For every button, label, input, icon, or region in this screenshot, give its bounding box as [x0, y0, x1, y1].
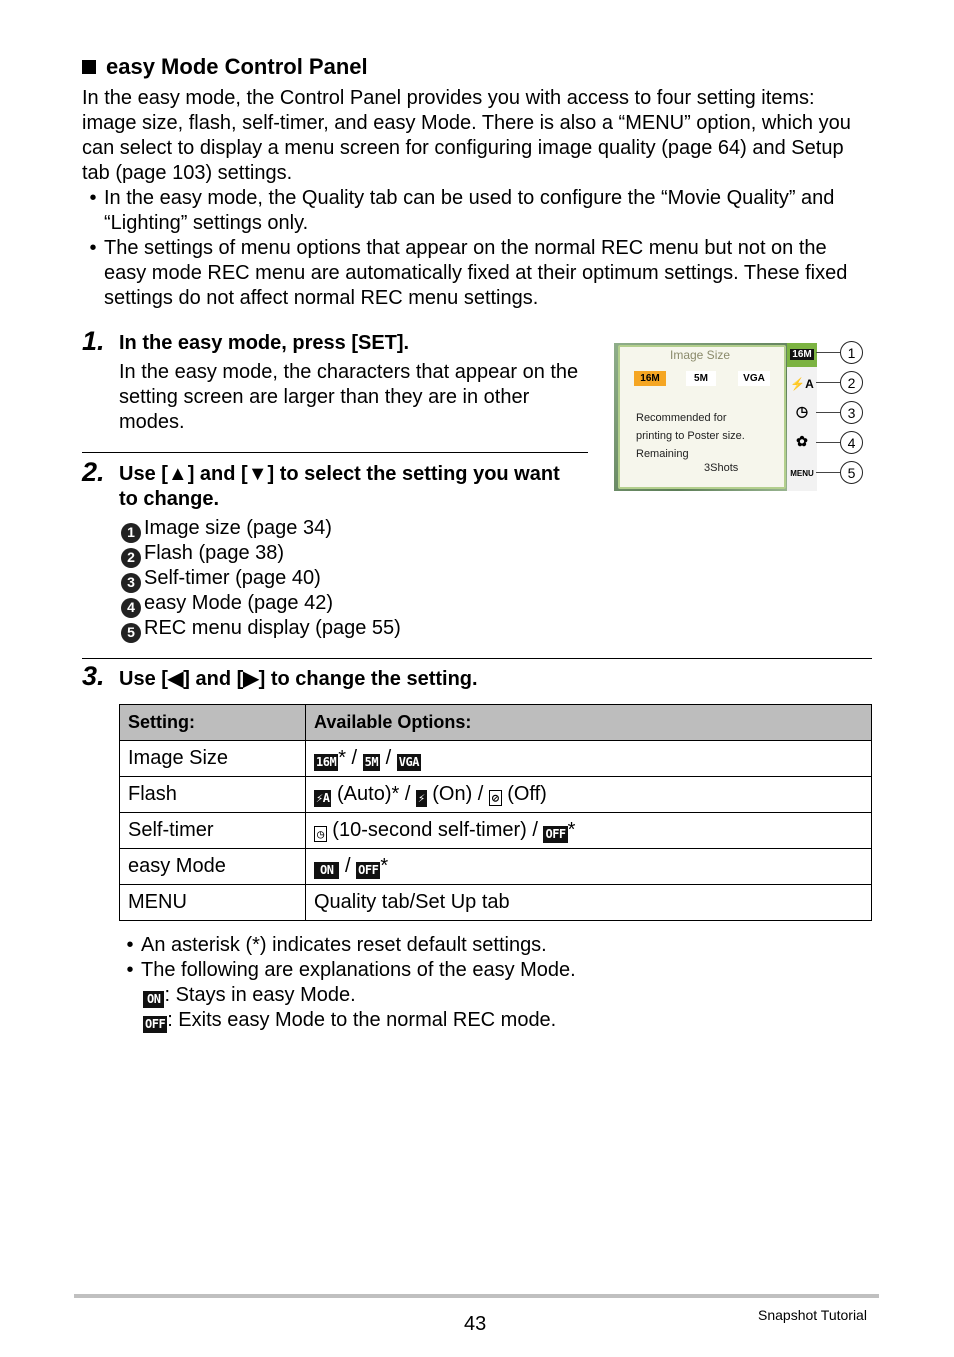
- panel-title: Image Size: [670, 348, 731, 362]
- callout-line: [816, 442, 840, 443]
- on-icon: ON: [143, 991, 164, 1008]
- intro-paragraph: In the easy mode, the Control Panel provides you with access to four setting items: image size, flash, self-timer, and easy Mode. There is also a “MENU” option, which you can select to display a menu screen for configuring image quality (page 64) and Setup tab (page 103) settings.: [82, 87, 851, 184]
- divider: [82, 658, 872, 659]
- list-item: 2 Flash (page 38): [121, 541, 284, 568]
- step-title: In the easy mode, press [SET].: [119, 332, 410, 354]
- flash-off-icon: ⊘: [489, 790, 502, 806]
- option: 5M: [686, 371, 716, 386]
- mode-note: ON : Stays in easy Mode.: [143, 983, 356, 1008]
- control-panel-popup: [618, 345, 786, 489]
- step-number: 3.: [82, 661, 105, 691]
- flash-auto-icon: ⚡A: [316, 790, 330, 805]
- list-item: 3 Self-timer (page 40): [121, 566, 321, 593]
- callout-number: 1: [840, 341, 863, 364]
- note-bullet: • An asterisk (*) indicates reset default settings.: [126, 934, 547, 956]
- 16m-icon: 16M: [316, 754, 337, 769]
- setting-cell: MENU: [120, 885, 306, 921]
- table-row: [120, 849, 872, 885]
- list-item: 1 Image size (page 34): [121, 516, 332, 543]
- options-cell: ON / OFF *: [306, 849, 872, 885]
- page-number: 43: [464, 1313, 487, 1335]
- self-timer-icon: ◷: [795, 403, 809, 419]
- table-header-row: [120, 705, 872, 741]
- divider: [82, 452, 588, 453]
- list-item: 4 easy Mode (page 42): [121, 591, 333, 618]
- settings-table: [119, 704, 872, 921]
- callout-number: 3: [840, 401, 863, 424]
- section-heading-text: easy Mode Control Panel: [106, 54, 368, 79]
- flash-on-icon: ⚡: [417, 790, 425, 805]
- callout-line: [816, 352, 840, 353]
- 5m-icon: 5M: [364, 754, 379, 769]
- note-bullet: • The following are explanations of the easy Mode.: [126, 959, 576, 981]
- options-cell: 16M * / 5M / VGA: [306, 741, 872, 777]
- menu-icon: MENU: [790, 469, 814, 478]
- off-icon: OFF: [545, 826, 566, 841]
- footer-rule: [74, 1294, 879, 1298]
- off-icon: OFF: [145, 1017, 166, 1031]
- step-number: 1.: [82, 326, 105, 356]
- vga-icon: VGA: [398, 754, 419, 769]
- table-row: [120, 813, 872, 849]
- header-cell: Setting:: [120, 705, 306, 741]
- off-icon: OFF: [358, 862, 379, 877]
- table-row: [120, 777, 872, 813]
- setting-cell: Self-timer: [120, 813, 306, 849]
- callout-line: [816, 412, 840, 413]
- setting-cell: Image Size: [120, 741, 306, 777]
- intro-bullet: • In the easy mode, the Quality tab can be used to configure the “Movie Quality” and “Lighting” settings only.: [89, 187, 835, 234]
- option-selected: 16M: [634, 371, 666, 386]
- shots-remaining: 3Shots: [704, 462, 739, 474]
- camera-screen-illustration: [614, 343, 817, 491]
- option: VGA: [738, 371, 770, 386]
- flash-icon: ⚡A: [790, 377, 814, 391]
- callout-line: [816, 382, 840, 383]
- section-name: Snapshot Tutorial: [758, 1307, 867, 1323]
- control-panel-sidebar: [787, 343, 817, 491]
- step-number: 2.: [82, 457, 105, 487]
- options-cell: ⚡A (Auto)* / ⚡ (On) / ⊘ (Off): [306, 777, 872, 813]
- panel-description: Recommended for printing to Poster size. Remaining: [636, 412, 745, 460]
- step-title: Use [◀] and [▶] to change the setting.: [119, 668, 478, 690]
- square-bullet-icon: [82, 60, 96, 74]
- step-title: Use [▲] and [▼] to select the setting you want to change.: [119, 463, 560, 510]
- section-heading: [82, 54, 368, 80]
- image-size-icon: 16M: [790, 349, 814, 360]
- setting-cell: Flash: [120, 777, 306, 813]
- list-item: 5 REC menu display (page 55): [121, 616, 401, 643]
- header-cell: Available Options:: [306, 705, 872, 741]
- callout-number: 5: [840, 461, 863, 484]
- mode-note: OFF : Exits easy Mode to the normal REC mode.: [145, 1009, 557, 1031]
- callout-line: [816, 472, 840, 473]
- options-cell: Quality tab/Set Up tab: [306, 885, 872, 921]
- table-row: [120, 885, 872, 921]
- intro-bullet: • The settings of menu options that appear on the normal REC menu but not on the easy mode REC menu are automatically fixed at their optimum settings. These fixed settings do not affect normal REC menu settings.: [89, 237, 848, 309]
- on-icon: ON: [314, 862, 339, 879]
- callout-number: 4: [840, 431, 863, 454]
- callout-number: 2: [840, 371, 863, 394]
- step-body: In the easy mode, the characters that appear on the setting screen are larger than they are in other modes.: [119, 361, 579, 433]
- options-cell: ◷ (10-second self-timer) / OFF *: [306, 813, 872, 849]
- table-row: [120, 741, 872, 777]
- setting-cell: easy Mode: [120, 849, 306, 885]
- easy-mode-icon: ✿: [796, 433, 808, 449]
- self-timer-icon: ◷: [314, 826, 327, 842]
